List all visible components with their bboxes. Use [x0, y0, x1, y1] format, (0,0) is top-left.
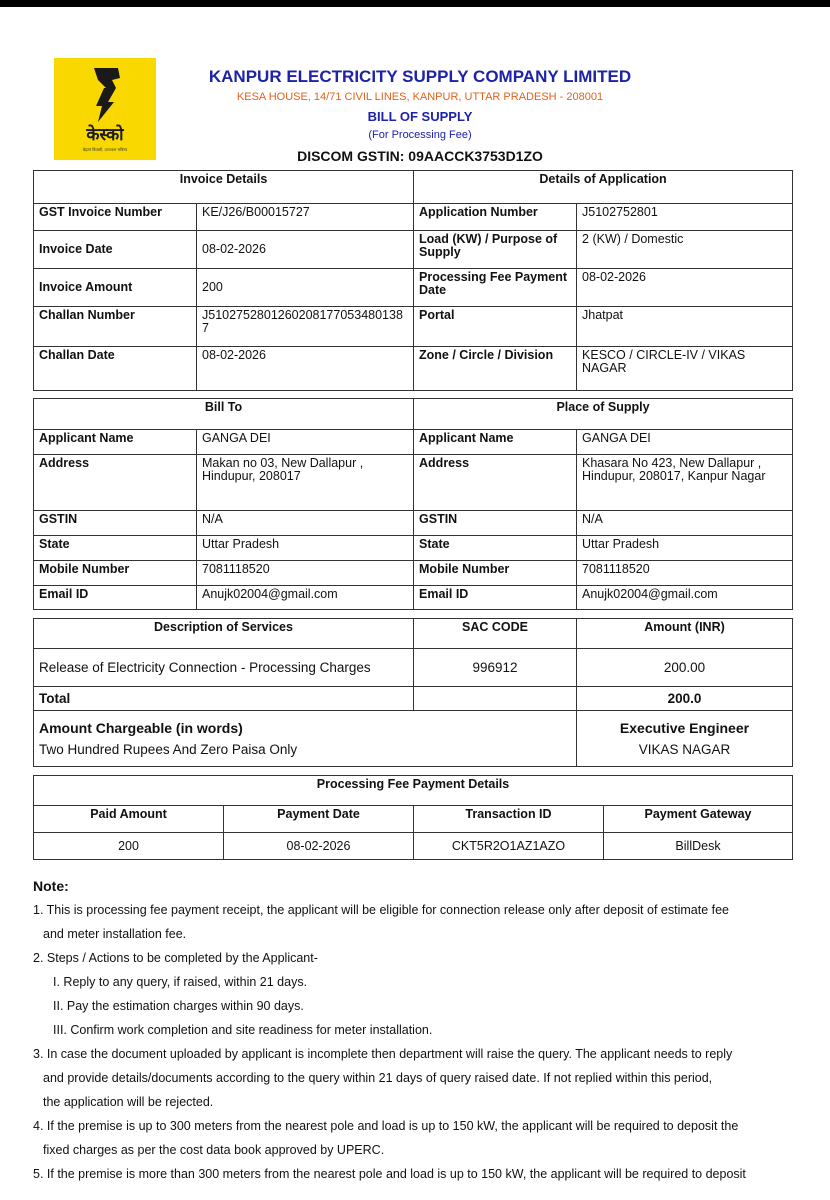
gst-invoice-number-value: KE/J26/B00015727 — [197, 204, 414, 231]
bill-applicant-name-value: GANGA DEI — [197, 430, 414, 455]
note-2: 2. Steps / Actions to be completed by the Applicant- — [33, 951, 318, 965]
bill-state-label: State — [34, 536, 197, 561]
portal-value: Jhatpat — [577, 307, 793, 347]
bill-state-value: Uttar Pradesh — [197, 536, 414, 561]
invoice-details-heading: Invoice Details — [34, 171, 414, 204]
company-name: KANPUR ELECTRICITY SUPPLY COMPANY LIMITED — [208, 67, 632, 86]
invoice-details-table — [33, 170, 793, 391]
bill-to-table — [33, 398, 793, 610]
supply-applicant-name-label: Applicant Name — [414, 430, 577, 455]
top-border — [0, 0, 830, 7]
application-number-label: Application Number — [414, 204, 577, 231]
fee-payment-date-value: 08-02-2026 — [577, 269, 793, 307]
bill-address-label: Address — [34, 455, 197, 511]
description-header: Description of Services — [34, 619, 414, 649]
total-label: Total — [34, 687, 414, 711]
supply-address-label: Address — [414, 455, 577, 511]
note-3-line-1: 3. In case the document uploaded by applicant is incomplete then department will raise the query. The applicant needs to reply — [33, 1047, 733, 1061]
note-2-step-3: III. Confirm work completion and site readiness for meter installation. — [53, 1023, 433, 1037]
supply-email-value: Anujk02004@gmail.com — [577, 586, 793, 610]
invoice-date-value: 08-02-2026 — [197, 231, 414, 269]
fee-payment-date-label: Processing Fee Payment Date — [414, 269, 577, 307]
bill-email-value: Anujk02004@gmail.com — [197, 586, 414, 610]
note-2-step-2: II. Pay the estimation charges within 90 days. — [53, 999, 304, 1013]
bill-applicant-name-label: Applicant Name — [34, 430, 197, 455]
discom-gstin: DISCOM GSTIN: 09AACCK3753D1ZO — [297, 148, 543, 164]
supply-state-value: Uttar Pradesh — [577, 536, 793, 561]
paid-amount-value: 200 — [34, 833, 224, 860]
bill-gstin-label: GSTIN — [34, 511, 197, 536]
signatory-title: Executive Engineer — [619, 719, 750, 736]
note-4-line-1: 4. If the premise is up to 300 meters from the nearest pole and load is up to 150 kW, the applicant will be required to deposit the — [33, 1119, 739, 1133]
payment-gateway-header: Payment Gateway — [604, 806, 793, 833]
note-3-line-3: the application will be rejected. — [43, 1095, 214, 1109]
bill-to-heading: Bill To — [34, 399, 414, 430]
amount-in-words-cell — [34, 711, 577, 767]
application-number-value: J5102752801 — [577, 204, 793, 231]
service-amount: 200.00 — [577, 649, 793, 687]
challan-number-label: Challan Number — [34, 307, 197, 347]
payment-date-header: Payment Date — [224, 806, 414, 833]
transaction-id-value: CKT5R2O1AZ1AZO — [414, 833, 604, 860]
load-purpose-label: Load (KW) / Purpose of Supply — [414, 231, 577, 269]
note-1-line-1: 1. This is processing fee payment receipt, the applicant will be eligible for connection release only after deposit of estimate fee — [33, 903, 729, 917]
supply-mobile-label: Mobile Number — [414, 561, 577, 586]
supply-email-label: Email ID — [414, 586, 577, 610]
challan-date-label: Challan Date — [34, 347, 197, 391]
place-of-supply-heading: Place of Supply — [414, 399, 793, 430]
note-5-line-1: 5. If the premise is more than 300 meters from the nearest pole and load is up to 150 kW, the applicant will be required to deposit — [33, 1167, 746, 1181]
zone-circle-division-label: Zone / Circle / Division — [414, 347, 577, 391]
note-2-step-1: I. Reply to any query, if raised, within 21 days. — [53, 975, 308, 989]
bill-gstin-value: N/A — [197, 511, 414, 536]
payment-gateway-value: BillDesk — [604, 833, 793, 860]
bill-address-value: Makan no 03, New Dallapur , Hindupur, 208017 — [197, 455, 414, 511]
paid-amount-header: Paid Amount — [34, 806, 224, 833]
supply-state-label: State — [414, 536, 577, 561]
invoice-date-label: Invoice Date — [34, 231, 197, 269]
note-1-line-2: and meter installation fee. — [43, 927, 187, 941]
bill-email-label: Email ID — [34, 586, 197, 610]
kesco-logo — [54, 58, 156, 160]
challan-number-value: J51027528012602081770534801387 — [197, 307, 414, 347]
gst-invoice-number-label: GST Invoice Number — [34, 204, 197, 231]
challan-date-value: 08-02-2026 — [197, 347, 414, 391]
zone-circle-division-value: KESCO / CIRCLE-IV / VIKAS NAGAR — [577, 347, 793, 391]
application-details-heading: Details of Application — [414, 171, 793, 204]
supply-applicant-name-value: GANGA DEI — [577, 430, 793, 455]
invoice-amount-value: 200 — [197, 269, 414, 307]
invoice-amount-label: Invoice Amount — [34, 269, 197, 307]
supply-address-value: Khasara No 423, New Dallapur , Hindupur, 208017, Kanpur Nagar — [577, 455, 793, 511]
amount-in-words-value: Two Hundred Rupees And Zero Paisa Only — [39, 741, 298, 757]
payment-details-heading: Processing Fee Payment Details — [34, 776, 793, 806]
service-sac-code: 996912 — [414, 649, 577, 687]
note-3-line-2: and provide details/documents according to the query within 21 days of query raised date. If not replied within this period, — [43, 1071, 713, 1085]
payment-date-value: 08-02-2026 — [224, 833, 414, 860]
service-description: Release of Electricity Connection - Processing Charges — [34, 649, 414, 687]
supply-mobile-value: 7081118520 — [577, 561, 793, 586]
notes-title: Note: — [33, 878, 69, 894]
bill-mobile-label: Mobile Number — [34, 561, 197, 586]
signatory-cell — [577, 711, 793, 767]
supply-gstin-label: GSTIN — [414, 511, 577, 536]
transaction-id-header: Transaction ID — [414, 806, 604, 833]
services-table — [33, 618, 793, 767]
document-subtitle: (For Processing Fee) — [368, 129, 472, 141]
amount-in-words-label: Amount Chargeable (in words) — [39, 719, 243, 736]
portal-label: Portal — [414, 307, 577, 347]
notes-section — [33, 876, 803, 1186]
load-purpose-value: 2 (KW) / Domestic — [577, 231, 793, 269]
amount-header: Amount (INR) — [577, 619, 793, 649]
sac-code-header: SAC CODE — [414, 619, 577, 649]
company-address: KESA HOUSE, 14/71 CIVIL LINES, KANPUR, UTTAR PRADESH - 208001 — [236, 91, 604, 103]
document-title: BILL OF SUPPLY — [367, 109, 473, 124]
note-4-line-2: fixed charges as per the cost data book approved by UPERC. — [43, 1143, 385, 1157]
bill-mobile-value: 7081118520 — [197, 561, 414, 586]
total-value: 200.0 — [577, 687, 793, 711]
signatory-place: VIKAS NAGAR — [638, 741, 731, 757]
logo-wordmark: केस्को — [86, 125, 124, 145]
supply-gstin-value: N/A — [577, 511, 793, 536]
total-sac-empty — [414, 687, 577, 711]
payment-details-table — [33, 775, 793, 860]
logo-tagline: बेहतर बिजली, उज्ज्वल भविष्य — [82, 147, 128, 152]
